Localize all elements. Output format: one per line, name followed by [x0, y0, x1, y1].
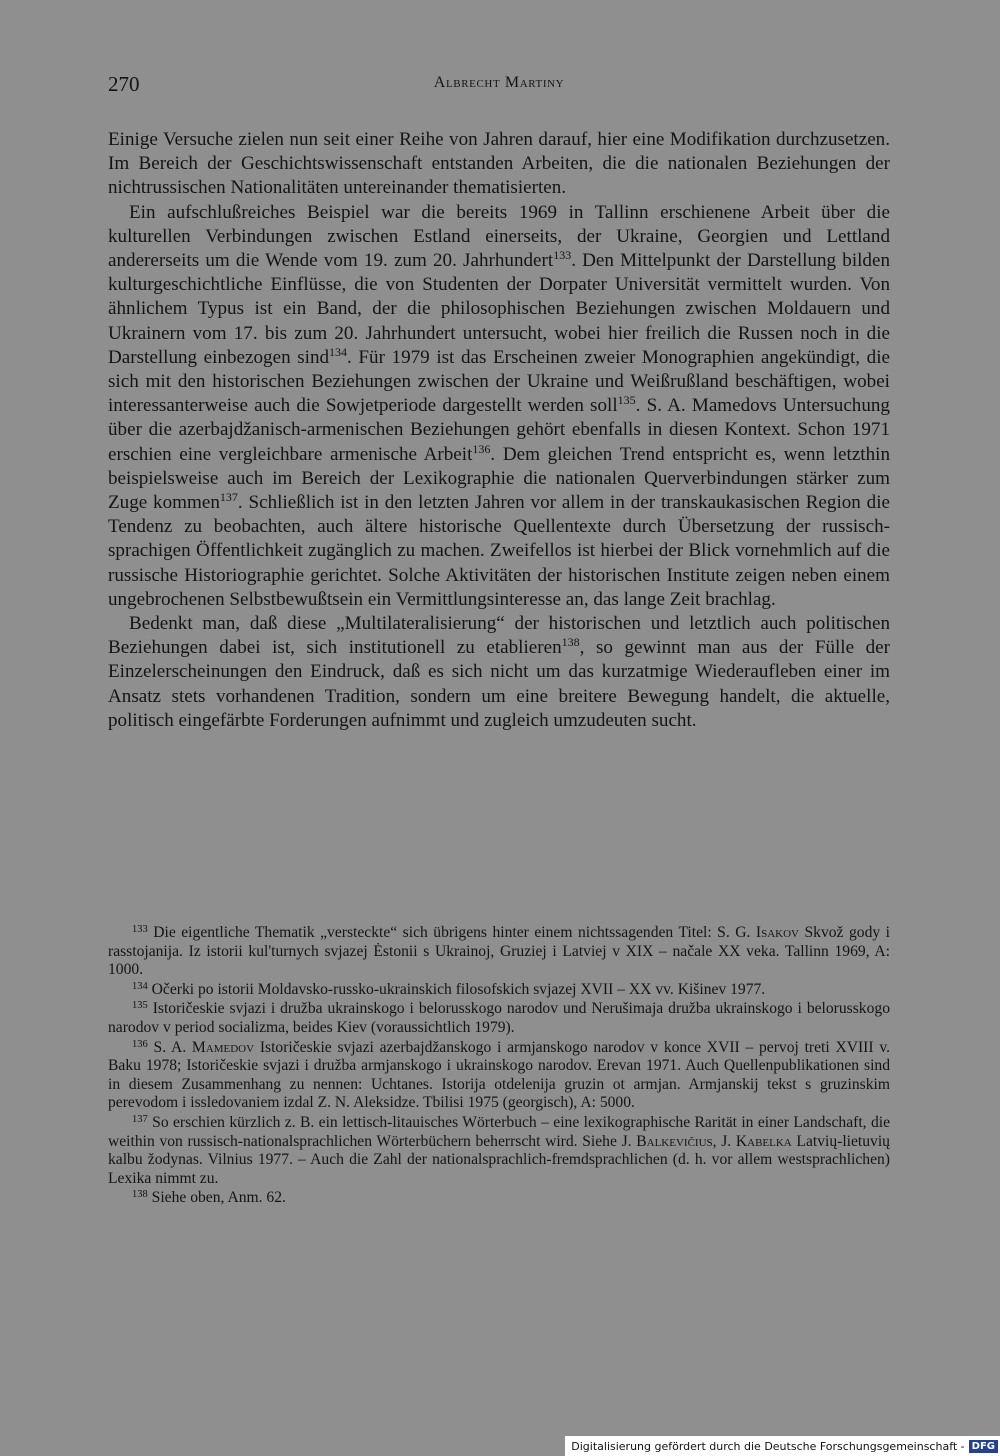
footnote-ref-137[interactable]: 137	[219, 490, 238, 505]
footnote-133	[108, 924, 890, 980]
paragraph-2-text-c: . Für 1979 ist das Erscheinen zweier Monographien angekündigt, die sich mit den historischen Beziehungen zwischen der Ukraine und Weißrußland beschäftigen, wobei interessanterweise auch die Sowjetperiode dargestellt werden soll	[108, 346, 890, 417]
footnote-text: Istoričeskie svjazi i družba ukrainskogo i belorusskogo narodov und Nerušimaja družba ukrainskogo i belorusskogo narodov v period socializma, beides Kiev (voraussichtlich 1979).	[108, 1000, 890, 1036]
author-name: Balkevičius	[636, 1132, 713, 1150]
paragraph-2-text-e: . Dem gleichen Trend entspricht es, wenn letzthin beispielsweise auch im Bereich der Lexikographie die nationalen Querverbindungen stärker zum Zuge kommen	[108, 443, 890, 514]
footnote-text: S. A.	[153, 1038, 192, 1056]
running-title: Albrecht Martiny	[433, 74, 565, 91]
footnote-134	[108, 981, 890, 1000]
page-header	[108, 72, 890, 102]
author-name: Mamedov	[191, 1038, 255, 1056]
footnote-text: Istoričeskie svjazi azerbajdžanskogo i armjanskogo narodov v konce XVII – pervoj treti XVIII v. Baku 1978; Istoričeskie svjazi i družba armjanskogo i ukrainskogo narodov. Erevan 1971. Auch Quellenpublikationen sind in diesem Zusammenhang zu nennen: Uchtanes. Istorija otdelenija gruzin ot armjan. Armjanskij tekst s gruzinskim perevodom i issledovaniem izdal Z. N. Aleksidze. Tbilisi 1975 (georgisch), A: 5000.	[108, 1038, 891, 1112]
paragraph-2	[108, 201, 890, 612]
footnotes	[108, 924, 890, 1209]
footnote-number: 137	[132, 1113, 148, 1125]
footnote-text: Skvož gody i rasstojanija. Iz istorii kul'turnych svjazej Ėstonii s Ukrainoj, Gruziej i Latviej v XIX – načale XX veka. Tallinn 1969, A: 1000.	[108, 924, 890, 979]
footnote-number: 138	[132, 1189, 148, 1201]
paragraph-3	[108, 612, 890, 733]
footnote-text: , J.	[712, 1132, 736, 1150]
footnote-text: Die eigentliche Thematik „versteckte“ sich übrigens hinter einem nichtssagenden Titel: S. G.	[153, 924, 756, 941]
footnote-text: So erschien kürzlich z. B. ein lettisch-litauisches Wörterbuch – eine lexikographische Rarität in einer Landschaft, die weithin von russisch-nationalsprachlichen Wörterbüchern beherrscht wird. Siehe J.	[108, 1113, 890, 1150]
footnote-text: Očerki po istorii Moldavsko-russko-ukrainskich filosofskich svjazej XVII – XX vv. Kišinev 1977.	[151, 980, 766, 998]
footnote-text: Latvių-lietuvių kalbu žodynas. Vilnius 1977. – Auch die Zahl der nationalsprachlich-fremdsprachlichen (d. h. vor allem westsprachlichen) Lexika nimmt zu.	[108, 1132, 890, 1187]
footnote-text: Siehe oben, Anm. 62.	[151, 1189, 286, 1207]
footnote-number: 136	[132, 1038, 148, 1050]
footnote-136	[108, 1039, 890, 1113]
paragraph-1	[108, 128, 890, 201]
footnote-138	[108, 1189, 890, 1208]
paragraph-2-text-d: . S. A. Mamedovs Untersuchung über die azerbajdžanisch-armenischen Beziehungen gehört ebenfalls in diesen Kontext. Schon 1971 erschien eine vergleichbare armenische Arbeit	[108, 395, 890, 465]
paragraph-1-text: Einige Versuche zielen nun seit einer Reihe von Jahren darauf, hier eine Modifikation durchzusetzen. Im Bereich der Geschichtswissenschaft entstanden Arbeiten, die die nationalen Beziehungen der nichtrussischen Nationalitäten untereinander thematisierten.	[108, 129, 890, 199]
footnote-number: 133	[132, 924, 148, 935]
credit-text: Digitalisierung gefördert durch die Deutsche Forschungsgemeinschaft -	[571, 1439, 965, 1453]
footnote-ref-138[interactable]: 138	[561, 635, 580, 650]
paragraph-3-text-b: , so gewinnt man aus der Fülle der Einzelerscheinungen den Eindruck, daß es sich nicht um das kurzatmige Wiederaufleben einer im Ansatz stets vorhandenen Tradition, sondern um eine breitere Bewegung handelt, die aktuelle, politisch eingefärbte Forderungen aufnimmt und zugleich umzudeuten sucht.	[108, 637, 890, 731]
footnote-135	[108, 1000, 890, 1037]
body-text	[108, 128, 890, 733]
digitization-credit	[565, 1436, 1000, 1456]
footnote-ref-134[interactable]: 134	[329, 344, 348, 359]
footnote-137	[108, 1114, 890, 1188]
page-number: 270	[108, 72, 140, 96]
footnote-number: 135	[132, 1000, 148, 1012]
paragraph-2-text-a: Ein aufschlußreiches Beispiel war die bereits 1969 in Tallinn erschienene Arbeit über die kulturellen Verbindungen zwischen Estland einerseits, der Ukraine, Georgien und Lettland andererseits um die Wende vom 19. zum 20. Jahrhundert	[108, 201, 890, 272]
footnote-ref-133[interactable]: 133	[553, 248, 572, 263]
author-name: Kabelka	[735, 1132, 792, 1150]
paragraph-2-text-b: . Den Mittelpunkt der Darstellung bilden kulturgeschichtliche Einflüsse, die von Studenten der Dorpater Universität vermittelt wurden. Von ähnlichem Typus ist ein Band, der die philosophischen Beziehungen zwischen Moldauern und Ukrainern vom 17. bis zum 20. Jahrhundert untersucht, wobei hier freilich die Russen noch in die Darstellung einbezogen sind	[108, 250, 890, 368]
author-name: Isakov	[755, 924, 799, 941]
footnote-number: 134	[132, 980, 148, 992]
footnote-ref-136[interactable]: 136	[472, 441, 491, 456]
footnote-ref-135[interactable]: 135	[617, 393, 636, 408]
dfg-logo-icon: DFG	[969, 1440, 998, 1453]
paragraph-2-text-f: . Schließlich ist in den letzten Jahren vor allem in der transkaukasischen Region die Tendenz zu beobachten, auch ältere historische Quellentexte durch Übersetzung der russisch-sprachigen Öffentlichkeit zugänglich zu machen. Zweifellos ist hierbei der Blick vornehmlich auf die russische Historiographie gerichtet. Solche Aktivitäten der historischen Institute zeigen neben einem ungebrochenen Selbstbewußtsein ein Vermittlungsinteresse an, das lange Zeit brachlag.	[108, 492, 891, 610]
paragraph-3-text-a: Bedenkt man, daß diese „Multilateralisierung“ der historischen und letztlich auch politischen Beziehungen dabei ist, sich institutionell zu etablieren	[108, 613, 890, 659]
